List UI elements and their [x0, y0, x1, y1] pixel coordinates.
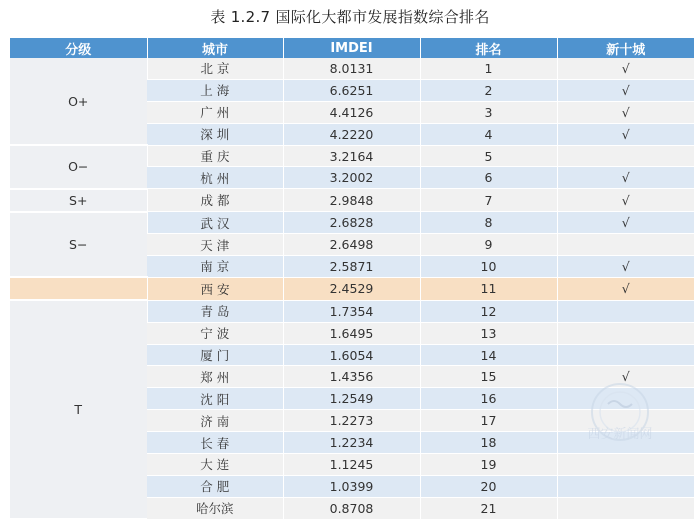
grade-cell: O+ — [10, 58, 147, 145]
city-cell: 西 安 — [147, 277, 283, 300]
city-cell: 南 京 — [147, 256, 283, 278]
table-row — [10, 300, 694, 322]
table-row — [10, 277, 694, 300]
table-row — [10, 212, 694, 234]
imdei-cell: 3.2164 — [283, 145, 420, 167]
new-ten-cell — [557, 497, 694, 519]
city-cell: 武 汉 — [147, 212, 283, 234]
new-ten-cell — [557, 410, 694, 432]
grade-cell: T — [10, 300, 147, 519]
table-title: 表 1.2.7 国际化大都市发展指数综合排名 — [210, 8, 490, 26]
rank-cell: 5 — [420, 145, 557, 167]
city-cell: 深 圳 — [147, 123, 283, 145]
header-city: 城市 — [147, 38, 283, 58]
imdei-cell: 3.2002 — [283, 167, 420, 189]
rank-cell: 8 — [420, 212, 557, 234]
rank-cell: 13 — [420, 322, 557, 344]
watermark-text: 西安新闻网 — [587, 427, 653, 442]
table-row — [10, 189, 694, 212]
rank-cell: 1 — [420, 58, 557, 79]
new-ten-cell: √ — [557, 212, 694, 234]
imdei-cell: 8.0131 — [283, 58, 420, 79]
new-ten-cell — [557, 454, 694, 476]
city-cell: 合 肥 — [147, 475, 283, 497]
imdei-cell: 1.2273 — [283, 410, 420, 432]
imdei-cell: 2.9848 — [283, 189, 420, 212]
imdei-cell: 4.4126 — [283, 101, 420, 123]
rank-cell: 10 — [420, 256, 557, 278]
grade-cell: S− — [10, 212, 147, 278]
new-ten-cell — [557, 145, 694, 167]
city-cell: 哈尔滨 — [147, 497, 283, 519]
imdei-cell: 1.1245 — [283, 454, 420, 476]
rank-cell: 21 — [420, 497, 557, 519]
imdei-cell: 1.2234 — [283, 432, 420, 454]
header-rank: 排名 — [420, 38, 557, 58]
rank-cell: 20 — [420, 475, 557, 497]
grade-cell: O− — [10, 145, 147, 189]
rank-cell: 12 — [420, 300, 557, 322]
city-cell: 郑 州 — [147, 366, 283, 388]
city-cell: 济 南 — [147, 410, 283, 432]
table-row — [10, 58, 694, 79]
imdei-cell: 1.0399 — [283, 475, 420, 497]
grade-cell — [10, 277, 147, 300]
city-cell: 广 州 — [147, 101, 283, 123]
city-cell: 北 京 — [147, 58, 283, 79]
new-ten-cell — [557, 234, 694, 256]
imdei-cell: 1.4356 — [283, 366, 420, 388]
city-cell: 重 庆 — [147, 145, 283, 167]
ranking-table — [10, 38, 694, 520]
rank-cell: 11 — [420, 277, 557, 300]
rank-cell: 7 — [420, 189, 557, 212]
rank-cell: 14 — [420, 344, 557, 366]
new-ten-cell: √ — [557, 167, 694, 189]
rank-cell: 19 — [420, 454, 557, 476]
imdei-cell: 1.2549 — [283, 388, 420, 410]
rank-cell: 16 — [420, 388, 557, 410]
header-new-ten: 新十城 — [557, 38, 694, 58]
imdei-cell: 1.6495 — [283, 322, 420, 344]
imdei-cell: 1.6054 — [283, 344, 420, 366]
new-ten-cell — [557, 300, 694, 322]
rank-cell: 3 — [420, 101, 557, 123]
imdei-cell: 6.6251 — [283, 79, 420, 101]
city-cell: 青 岛 — [147, 300, 283, 322]
city-cell: 上 海 — [147, 79, 283, 101]
new-ten-cell: √ — [557, 79, 694, 101]
new-ten-cell — [557, 344, 694, 366]
imdei-cell: 2.4529 — [283, 277, 420, 300]
new-ten-cell: √ — [557, 101, 694, 123]
city-cell: 大 连 — [147, 454, 283, 476]
table-row — [10, 145, 694, 167]
grade-cell: S+ — [10, 189, 147, 212]
rank-cell: 9 — [420, 234, 557, 256]
city-cell: 沈 阳 — [147, 388, 283, 410]
city-cell: 长 春 — [147, 432, 283, 454]
city-cell: 天 津 — [147, 234, 283, 256]
new-ten-cell: √ — [557, 277, 694, 300]
imdei-cell: 0.8708 — [283, 497, 420, 519]
table-header-row — [10, 38, 694, 58]
imdei-cell: 1.7354 — [283, 300, 420, 322]
rank-cell: 2 — [420, 79, 557, 101]
city-cell: 宁 波 — [147, 322, 283, 344]
header-imdei: IMDEI — [283, 38, 420, 58]
new-ten-cell: √ — [557, 58, 694, 79]
new-ten-cell: √ — [557, 366, 694, 388]
new-ten-cell: √ — [557, 189, 694, 212]
city-cell: 成 都 — [147, 189, 283, 212]
table-body — [10, 58, 694, 519]
new-ten-cell — [557, 475, 694, 497]
rank-cell: 18 — [420, 432, 557, 454]
header-grade: 分级 — [10, 38, 147, 58]
rank-cell: 6 — [420, 167, 557, 189]
new-ten-cell: √ — [557, 123, 694, 145]
imdei-cell: 2.6498 — [283, 234, 420, 256]
imdei-cell: 2.5871 — [283, 256, 420, 278]
new-ten-cell — [557, 388, 694, 410]
city-cell: 厦 门 — [147, 344, 283, 366]
rank-cell: 15 — [420, 366, 557, 388]
rank-cell: 17 — [420, 410, 557, 432]
imdei-cell: 2.6828 — [283, 212, 420, 234]
new-ten-cell: √ — [557, 256, 694, 278]
rank-cell: 4 — [420, 123, 557, 145]
imdei-cell: 4.2220 — [283, 123, 420, 145]
new-ten-cell — [557, 322, 694, 344]
city-cell: 杭 州 — [147, 167, 283, 189]
new-ten-cell — [557, 432, 694, 454]
